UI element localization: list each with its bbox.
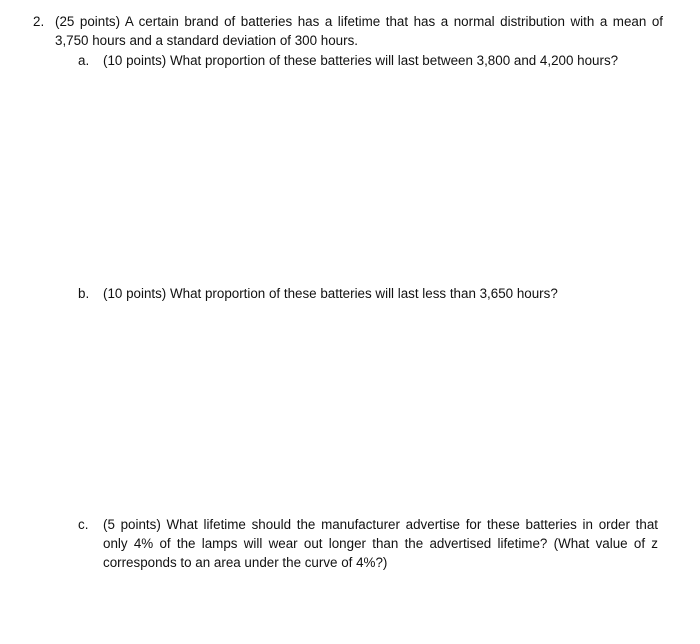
part-text: (10 points) What proportion of these batteries will last between 3,800 and 4,200 hours?: [103, 53, 619, 68]
question-number: 2.: [33, 14, 45, 29]
question-text: (25 points) A certain brand of batteries has a lifetime that has a normal distribution with a mean of 3,750 hours and a standard deviation of 300 hours.: [55, 14, 663, 48]
part-text: (10 points) What proportion of these batteries will last less than 3,650 hours?: [103, 286, 558, 301]
part-b: [78, 284, 658, 303]
part-letter: b.: [78, 286, 90, 301]
part-letter: c.: [78, 517, 89, 532]
part-c: [78, 515, 658, 572]
part-text: (5 points) What lifetime should the manufacturer advertise for these batteries in order that only 4% of the lamps will wear out longer than the advertised lifetime? (What value of z corresponds to an area under the curve of 4%?): [103, 517, 658, 570]
question-2: [33, 12, 663, 50]
part-a: [78, 51, 658, 70]
part-letter: a.: [78, 53, 90, 68]
